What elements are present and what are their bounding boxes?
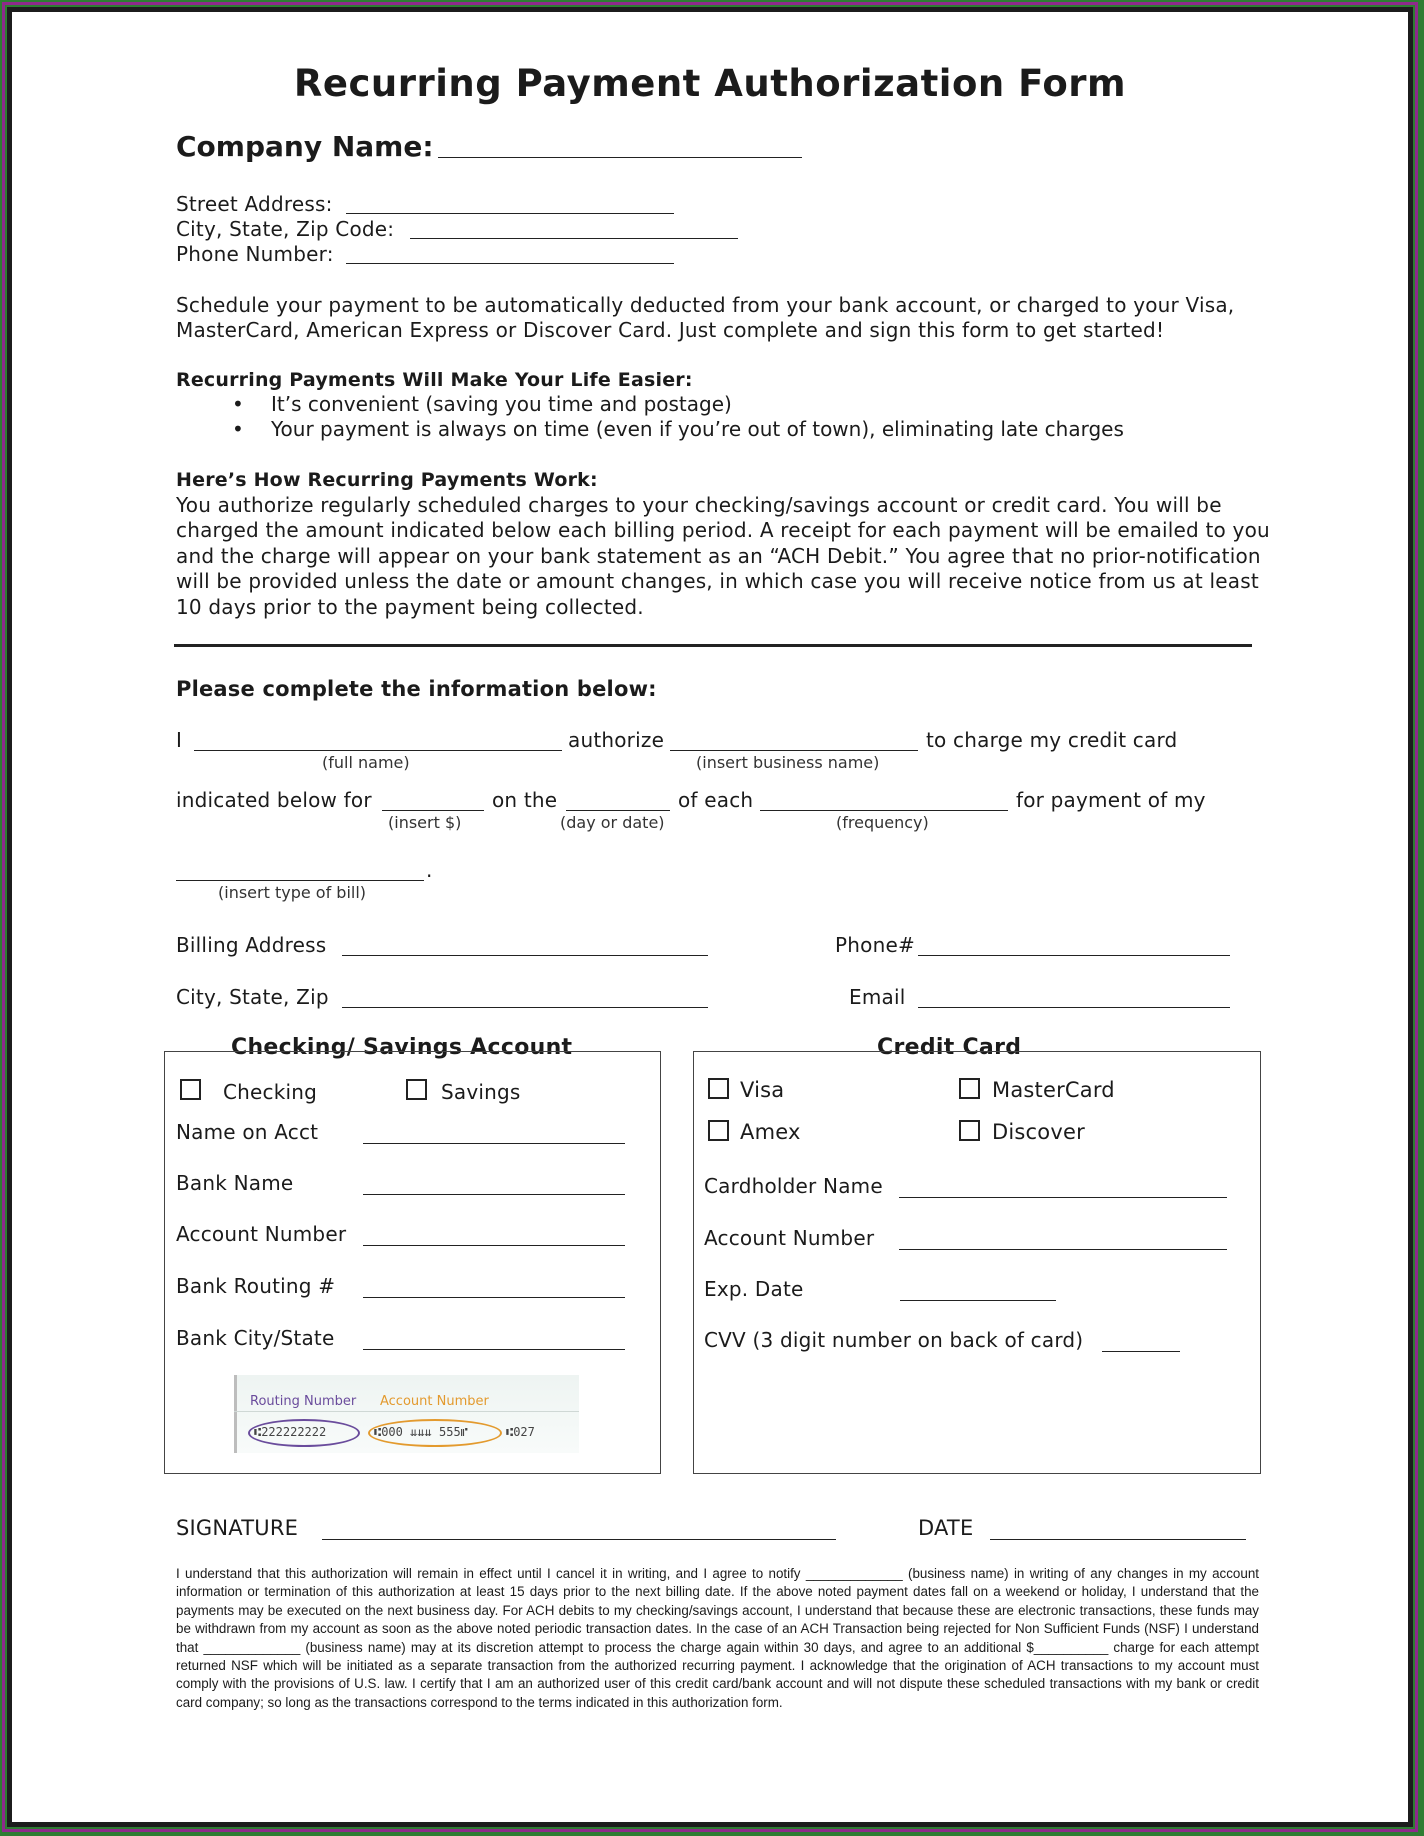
business-name-hint: (insert business name) [696, 753, 880, 772]
authorization-terms: I understand that this authorization will remain in effect until I cancel it in writing, and I agree to notify _____________ (business name) in writing of any changes in my account information or termination of this authorization at least 15 days prior to the next billing date. If the above noted payment dates fall on a weekend or holiday, I understand that the payments may be executed on the next business day. For ACH debits to my checking/savings account, I understand that because these are electronic transactions, these funds may be withdrawn from my account as soon as the above noted periodic transaction dates. In the case of an ACH Transaction being rejected for Non Sufficient Funds (NSF) I understand that _____________ (business name) may at its discretion attempt to process the charge again within 30 days, and agree to an additional $__________ charge for each attempt returned NSF which will be initiated as a separate transaction from the authorized recurring payment. I acknowledge that the origination of ACH transactions to my account must comply with the provisions of U.S. law. I certify that I am an authorized user of this credit card/bank account and will not dispute these scheduled transactions with my bank or credit card company; so long as the transactions correspond to the terms indicated in this authorization form. [176, 1566, 1259, 1710]
day-field[interactable] [566, 810, 670, 811]
phone-number-label: Phone Number: [176, 242, 334, 266]
full-name-field[interactable] [194, 750, 562, 751]
row1-i: I [176, 728, 183, 752]
check-sample-image [234, 1375, 579, 1453]
signature-label: SIGNATURE [176, 1516, 299, 1540]
email-field[interactable] [918, 1007, 1230, 1008]
form-heading: Please complete the information below: [176, 677, 657, 701]
street-address-label: Street Address: [176, 192, 333, 216]
city-state-zip-billing-field[interactable] [342, 1007, 708, 1008]
city-state-zip-billing-label: City, State, Zip [176, 985, 329, 1009]
street-address-field[interactable] [346, 213, 674, 214]
amex-checkbox[interactable] [708, 1120, 729, 1141]
company-name-field[interactable] [438, 157, 802, 158]
email-label: Email [849, 985, 906, 1009]
discover-checkbox[interactable] [959, 1120, 980, 1141]
discover-label: Discover [992, 1120, 1085, 1144]
mastercard-checkbox[interactable] [959, 1078, 980, 1099]
intro-paragraph: Schedule your payment to be automatically deducted from your bank account, or charged to your Visa, MasterCard, American Express or Discover Card. Just complete and sign this form to get started! [176, 293, 1235, 343]
credit-section-title: Credit Card [877, 1035, 1022, 1060]
row2-of-each: of each [678, 788, 754, 812]
exp-date-label: Exp. Date [704, 1277, 804, 1301]
account-number-field[interactable] [363, 1245, 625, 1246]
company-name-label: Company Name: [176, 130, 434, 163]
card-account-number-label: Account Number [704, 1226, 875, 1250]
row3-period: . [426, 858, 433, 882]
routing-field[interactable] [363, 1297, 625, 1298]
form-page [12, 12, 1408, 1822]
row2-on-the: on the [492, 788, 558, 812]
benefit-text: Your payment is always on time (even if you’re out of town), eliminating late charges [271, 417, 1124, 441]
account-digits: ⑆000 ⇊⇊⇊ 555⑈ [374, 1425, 468, 1439]
billing-address-field[interactable] [342, 955, 708, 956]
visa-checkbox[interactable] [708, 1078, 729, 1099]
day-hint: (day or date) [560, 813, 665, 832]
check-rule [234, 1411, 579, 1412]
name-on-acct-field[interactable] [363, 1143, 625, 1144]
section-divider [174, 644, 1252, 647]
routing-number-caption: Routing Number [250, 1394, 357, 1409]
bank-name-field[interactable] [363, 1194, 625, 1195]
cvv-field[interactable] [1102, 1351, 1180, 1352]
phone-label: Phone# [835, 933, 915, 957]
phone-number-field[interactable] [346, 263, 674, 264]
card-account-number-field[interactable] [899, 1249, 1227, 1250]
date-field[interactable] [990, 1539, 1246, 1540]
cardholder-name-field[interactable] [899, 1197, 1227, 1198]
name-on-acct-label: Name on Acct [176, 1120, 319, 1144]
account-number-label: Account Number [176, 1222, 347, 1246]
bullet-icon: • [232, 392, 244, 416]
full-name-hint: (full name) [322, 753, 410, 772]
bank-city-state-field[interactable] [363, 1349, 625, 1350]
benefit-text: It’s convenient (saving you time and postage) [271, 392, 732, 416]
bank-city-state-label: Bank City/State [176, 1326, 335, 1350]
check-number-digits: ⑆027 [506, 1425, 535, 1439]
check-edge [234, 1375, 237, 1453]
date-label: DATE [918, 1516, 974, 1540]
account-number-caption: Account Number [380, 1394, 489, 1409]
cardholder-name-label: Cardholder Name [704, 1174, 883, 1198]
bill-type-field[interactable] [176, 880, 424, 881]
row2-indicated: indicated below for [176, 788, 372, 812]
how-paragraph: You authorize regularly scheduled charges to your checking/savings account or credit card. You will be charged the amount indicated below each billing period. A receipt for each payment will be emailed to you and the charge will appear on your bank statement as an “ACH Debit.” You agree that no prior-notification will be provided unless the date or amount changes, in which case you will receive notice from us at least 10 days prior to the payment being collected. [176, 493, 1270, 619]
bill-type-hint: (insert type of bill) [218, 883, 367, 902]
signature-field[interactable] [322, 1539, 836, 1540]
bullet-icon: • [232, 417, 244, 441]
business-name-field[interactable] [670, 750, 918, 751]
how-heading: Here’s How Recurring Payments Work: [176, 469, 598, 491]
credit-card-box [693, 1051, 1261, 1474]
billing-address-label: Billing Address [176, 933, 327, 957]
checking-checkbox[interactable] [180, 1079, 201, 1100]
checking-section-title: Checking/ Savings Account [231, 1035, 573, 1060]
mastercard-label: MasterCard [992, 1078, 1115, 1102]
row2-payment: for payment of my [1016, 788, 1206, 812]
savings-label: Savings [441, 1080, 521, 1104]
visa-label: Visa [740, 1078, 785, 1102]
exp-date-field[interactable] [900, 1300, 1056, 1301]
bank-name-label: Bank Name [176, 1171, 294, 1195]
routing-digits: ⑆222222222 [254, 1425, 327, 1439]
city-state-zip-field[interactable] [410, 238, 738, 239]
city-state-zip-label: City, State, Zip Code: [176, 217, 395, 241]
amount-hint: (insert $) [388, 813, 462, 832]
amex-label: Amex [740, 1120, 801, 1144]
benefits-heading: Recurring Payments Will Make Your Life Easier: [176, 369, 693, 391]
row1-authorize: authorize [568, 728, 665, 752]
amount-field[interactable] [382, 810, 484, 811]
row1-charge: to charge my credit card [926, 728, 1178, 752]
routing-label: Bank Routing # [176, 1274, 336, 1298]
form-title: Recurring Payment Authorization Form [293, 62, 1127, 105]
cvv-label: CVV (3 digit number on back of card) [704, 1328, 1084, 1352]
checking-label: Checking [223, 1080, 318, 1104]
phone-field[interactable] [918, 955, 1230, 956]
frequency-field[interactable] [760, 810, 1008, 811]
savings-checkbox[interactable] [406, 1079, 427, 1100]
frequency-hint: (frequency) [836, 813, 929, 832]
